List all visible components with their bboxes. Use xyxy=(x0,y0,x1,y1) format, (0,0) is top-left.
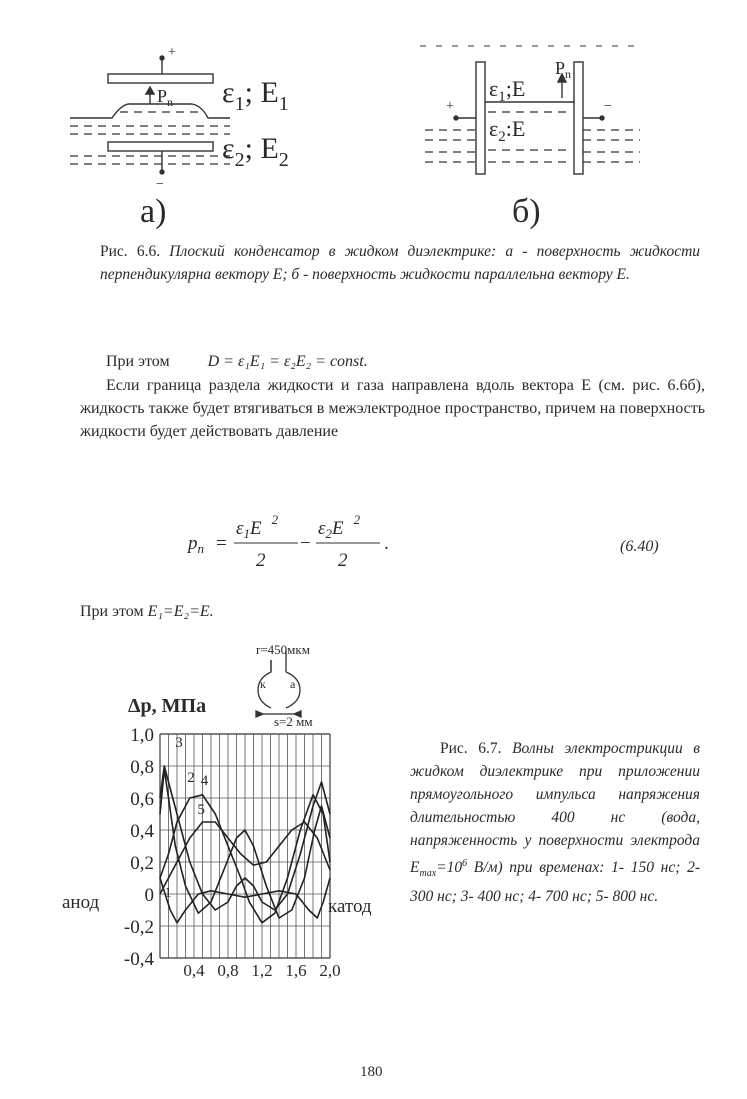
formula-minus: − xyxy=(300,533,311,554)
x-label-anode: анод xyxy=(62,892,100,913)
inset-s-label: s=2 мм xyxy=(274,714,313,729)
figure-6-6-diagrams xyxy=(0,0,747,240)
y-tick-label: 0,4 xyxy=(130,821,154,842)
y-tick-label: -0,2 xyxy=(123,917,154,938)
y-tick-label: 0,2 xyxy=(130,853,154,874)
line2-formula: E₁=E₂=E. xyxy=(147,603,214,620)
text-line-1 xyxy=(106,350,706,373)
y-tick-label: 1,0 xyxy=(130,725,154,746)
y-tick-label: -0,4 xyxy=(123,949,154,970)
inset-k-label: к xyxy=(260,677,266,691)
x-tick-label: 0,4 xyxy=(183,961,205,980)
panel-label-a: а) xyxy=(140,193,167,230)
series-label-2: 2 xyxy=(187,770,195,786)
left-pn-label: $P_n$ xyxy=(157,86,174,109)
left-plus-sign: + xyxy=(168,45,176,60)
x-tick-labels xyxy=(183,961,340,980)
x-tick-label: 1,2 xyxy=(251,961,273,980)
right-plus-sign: + xyxy=(446,99,454,114)
caption-6-6-prefix: Рис. 6.6. xyxy=(100,243,161,260)
y-tick-label: 0,6 xyxy=(130,789,154,810)
formula-den1: 2 xyxy=(256,550,266,571)
formula-num1: $\varepsilon_1E$ $^2$ xyxy=(236,512,279,541)
formula-dot: . xyxy=(384,533,389,554)
formula-eq: = xyxy=(216,533,227,554)
formula-number: (6.40) xyxy=(620,538,659,555)
right-pn-label: $P_n$ xyxy=(555,58,572,81)
series-label-4: 4 xyxy=(200,773,209,790)
y-tick-label: 0 xyxy=(144,885,154,906)
y-tick-labels xyxy=(124,725,155,970)
line1-prefix: При этом xyxy=(106,353,170,370)
x-tick-label: 1,6 xyxy=(285,961,307,980)
line1-formula: D = ε₁E₁ = ε₂E₂ = const. xyxy=(207,353,368,370)
series-label-5: 5 xyxy=(197,802,205,818)
left-upper-medium-label: $\varepsilon_1$; $E_1$ xyxy=(222,76,289,115)
y-axis-label: Δp, МПа xyxy=(128,695,207,717)
formula-6-40 xyxy=(180,500,440,580)
inset-r-label: r=450мкм xyxy=(256,642,310,657)
text-line-2 xyxy=(80,600,214,623)
left-lower-medium-label: $\varepsilon_2$; $E_2$ xyxy=(222,132,289,171)
formula-num2: $\varepsilon_2E$ $^2$ xyxy=(318,512,361,541)
y-tick-label: 0,8 xyxy=(130,757,154,778)
paragraph-main: Если граница раздела жидкости и газа направлена вдоль вектора E (см. рис. 6.6б), жидкость также будет втягиваться в межэлектродное пространство, причем на поверхность жидкости будет действовать давление xyxy=(80,377,705,440)
caption-6-6-text: Плоский конденсатор в жидком диэлектрике: а - поверхность жидкости перпендикулярна вектору Е; б - поверхность жидкости параллельна вектору Е. xyxy=(100,243,701,283)
x-tick-label: 0,8 xyxy=(217,961,239,980)
caption-6-7-prefix: Рис. 6.7. xyxy=(440,740,502,757)
panel-label-b: б) xyxy=(512,193,541,230)
line2-prefix: При этом xyxy=(80,603,144,620)
capacitor-perpendicular-diagram xyxy=(70,56,230,174)
right-upper-medium-label: $\varepsilon_1;E$ xyxy=(489,76,526,105)
inset-a-label: а xyxy=(290,677,296,691)
series-label-3: 3 xyxy=(175,734,183,751)
left-minus-sign: − xyxy=(156,177,164,192)
page-number: 180 xyxy=(360,1064,383,1080)
right-minus-sign: − xyxy=(604,99,612,114)
series-label-1: 1 xyxy=(164,885,172,902)
figure-6-7-caption xyxy=(410,737,700,908)
x-label-cathode: катод xyxy=(328,896,372,917)
figure-6-6-caption xyxy=(100,240,700,286)
x-tick-label: 2,0 xyxy=(319,961,341,980)
figure-6-7-chart xyxy=(60,630,400,990)
right-lower-medium-label: $\varepsilon_2:E$ xyxy=(489,116,526,145)
caption-6-7-text: Волны электрострикции в жидком диэлектрике при приложении прямоугольного импульса напряжения длительностью 400 нс (вода, напряженность у поверхности электрода $E_{max}=10^6$ В/м) при временах: 1- 150 нс; 2- 300 нс; 3- 400 нс; 4- 700 нс; 5- 800 нс. xyxy=(410,740,701,906)
formula-den2: 2 xyxy=(338,550,348,571)
formula-lhs: $p_n$ xyxy=(188,533,204,556)
